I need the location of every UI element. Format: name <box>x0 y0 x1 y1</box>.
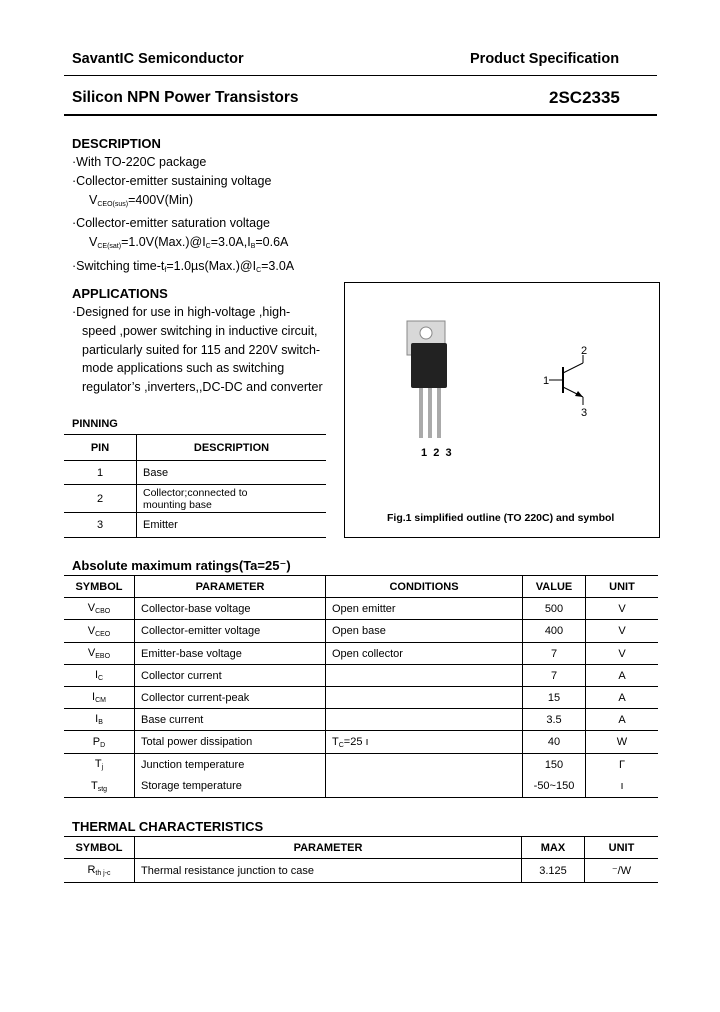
desc-line-1: ·With TO-220C package <box>72 155 207 169</box>
rating-value: 500 <box>523 598 586 620</box>
table-row <box>64 754 658 776</box>
rating-value: 400 <box>523 620 586 643</box>
pin-number: 3 <box>64 513 137 538</box>
rating-param: Emitter-base voltage <box>135 643 326 665</box>
rating-value: 40 <box>523 731 586 754</box>
table-row <box>64 859 658 883</box>
rating-symbol: $V_{EBO}$ <box>64 643 135 665</box>
symbol-pin-3: 3 <box>581 407 588 419</box>
applications-body <box>72 303 323 397</box>
ratings-header-row <box>64 576 658 598</box>
rating-param: Base current <box>135 709 326 731</box>
pin-labels: 1 2 3 <box>421 447 452 459</box>
desc-line-4: ·Collector-emitter saturation voltage <box>72 216 270 231</box>
conditions-header: CONDITIONS <box>326 576 523 598</box>
rating-value: 7 <box>523 643 586 665</box>
rating-cond: Open collector <box>326 643 523 665</box>
rating-value: 15 <box>523 687 586 709</box>
thermal-unit-header: UNIT <box>608 841 635 854</box>
desc-line-2: ·Collector-emitter sustaining voltage <box>72 173 272 188</box>
description-title: DESCRIPTION <box>72 136 161 151</box>
rating-symbol: $I_{CM}$ <box>64 687 135 709</box>
rating-unit: A <box>618 669 626 682</box>
thermal-unit: ⁻/W <box>611 865 632 877</box>
pin-desc: Collector;connected to mounting base <box>143 486 248 511</box>
desc-line-3: $V_{CEO(sus)}=400V(Min)$ <box>89 192 194 208</box>
rating-unit: Γ <box>618 758 626 771</box>
figure-caption: Fig.1 simplified outline (TO 220C) and symbol <box>387 512 615 524</box>
desc-line-5: $V_{CE(sat)}=1.0V(Max.)@I_C=3.0A,I_B=0.6A$ <box>89 235 289 251</box>
rating-symbol: $V_{CBO}$ <box>64 598 135 620</box>
rating-symbol: $P_D$ <box>64 731 135 754</box>
rating-cond: Open emitter <box>326 598 523 620</box>
rating-value: 7 <box>523 665 586 687</box>
pin-number: 1 <box>64 461 137 485</box>
rating-param: Total power dissipation <box>135 731 326 754</box>
rating-param: Collector-emitter voltage <box>135 620 326 643</box>
description-body <box>72 153 294 281</box>
rating-value: -50~150 <box>523 776 586 798</box>
app-line-2: speed ,power switching in inductive circuit, <box>82 323 318 338</box>
rating-unit: V <box>618 625 626 637</box>
rating-param: Collector current <box>135 665 326 687</box>
applications-title: APPLICATIONS <box>72 286 168 301</box>
table-row <box>64 776 658 798</box>
rating-cond <box>326 709 523 731</box>
thermal-table <box>64 836 658 883</box>
ratings-title: Absolute maximum ratings(Ta=25⁻) <box>72 558 291 573</box>
rating-param: Collector current-peak <box>135 687 326 709</box>
pin-desc: Emitter <box>143 519 178 531</box>
rating-unit: W <box>616 736 628 748</box>
rating-cond: $T_C=25$ ı <box>326 731 523 754</box>
rating-param: Collector-base voltage <box>135 598 326 620</box>
pin-number: 2 <box>64 485 137 513</box>
rating-unit: A <box>618 713 626 726</box>
unit-header: UNIT <box>609 580 635 593</box>
to220-package-image <box>345 283 659 537</box>
doc-type: Product Specification <box>470 51 620 67</box>
rating-unit: V <box>618 602 626 615</box>
table-row <box>64 687 658 709</box>
thermal-max-header: MAX <box>522 837 585 859</box>
thermal-title: THERMAL CHARACTERISTICS <box>72 819 264 834</box>
pin-desc: Base <box>143 466 169 479</box>
rating-param: Storage temperature <box>135 776 326 798</box>
pin-header: PIN <box>64 435 137 461</box>
desc-line-6: ·Switching time-$t_f=1.0\mu s(Max.)@I_C=3.0A$ <box>72 258 295 274</box>
table-row <box>64 709 658 731</box>
thermal-parameter-header: PARAMETER <box>135 837 522 859</box>
symbol-pin-2: 2 <box>581 345 588 357</box>
symbol-header: SYMBOL <box>64 576 135 598</box>
pinning-title: PINNING <box>72 418 118 430</box>
table-row <box>64 731 658 754</box>
thermal-header-row <box>64 837 658 859</box>
part-number: 2SC2335 <box>549 88 620 107</box>
app-line-1: ·Designed for use in high-voltage ,high- <box>72 305 291 319</box>
rating-cond <box>326 665 523 687</box>
app-line-3: particularly suited for 115 and 220V switch- <box>82 342 321 357</box>
pinning-table <box>64 434 326 538</box>
thermal-max: 3.125 <box>522 859 585 883</box>
table-row <box>64 620 658 643</box>
table-row <box>64 485 326 513</box>
parameter-header: PARAMETER <box>135 576 326 598</box>
rating-symbol: $T_j$ <box>64 754 135 776</box>
pin-desc-header: DESCRIPTION <box>193 441 270 454</box>
symbol-pin-1: 1 <box>543 375 550 387</box>
header-divider-thin <box>64 75 657 76</box>
figure-box <box>344 282 660 538</box>
company-name: SavantIC Semiconductor <box>72 51 244 67</box>
rating-cond: Open base <box>326 620 523 643</box>
table-row <box>64 643 658 665</box>
thermal-symbol-header: SYMBOL <box>64 837 135 859</box>
rating-value: 3.5 <box>523 709 586 731</box>
table-row <box>64 598 658 620</box>
app-line-4: mode applications such as switching <box>82 361 285 376</box>
rating-value: 150 <box>523 754 586 776</box>
header-divider-thick <box>64 114 657 116</box>
thermal-param: Thermal resistance junction to case <box>135 859 522 883</box>
ratings-table <box>64 575 658 798</box>
rating-cond <box>326 776 523 798</box>
app-line-5: regulator’s ,inverters,,DC-DC and converter <box>82 380 323 395</box>
rating-cond <box>326 687 523 709</box>
pinning-header-row <box>64 435 326 461</box>
rating-symbol: $V_{CEO}$ <box>64 620 135 643</box>
rating-cond <box>326 754 523 776</box>
rating-symbol: $I_C$ <box>64 665 135 687</box>
table-row <box>64 461 326 485</box>
thermal-symbol: $R_{th j-c}$ <box>64 859 135 883</box>
rating-param: Junction temperature <box>135 754 326 776</box>
table-row <box>64 665 658 687</box>
rating-symbol: $I_B$ <box>64 709 135 731</box>
table-row <box>64 513 326 538</box>
rating-unit: A <box>618 691 626 704</box>
product-family: Silicon NPN Power Transistors <box>72 89 299 106</box>
rating-unit: ı <box>620 780 624 793</box>
rating-unit: V <box>618 647 626 660</box>
value-header: VALUE <box>523 576 586 598</box>
rating-symbol: $T_{stg}$ <box>64 776 135 798</box>
